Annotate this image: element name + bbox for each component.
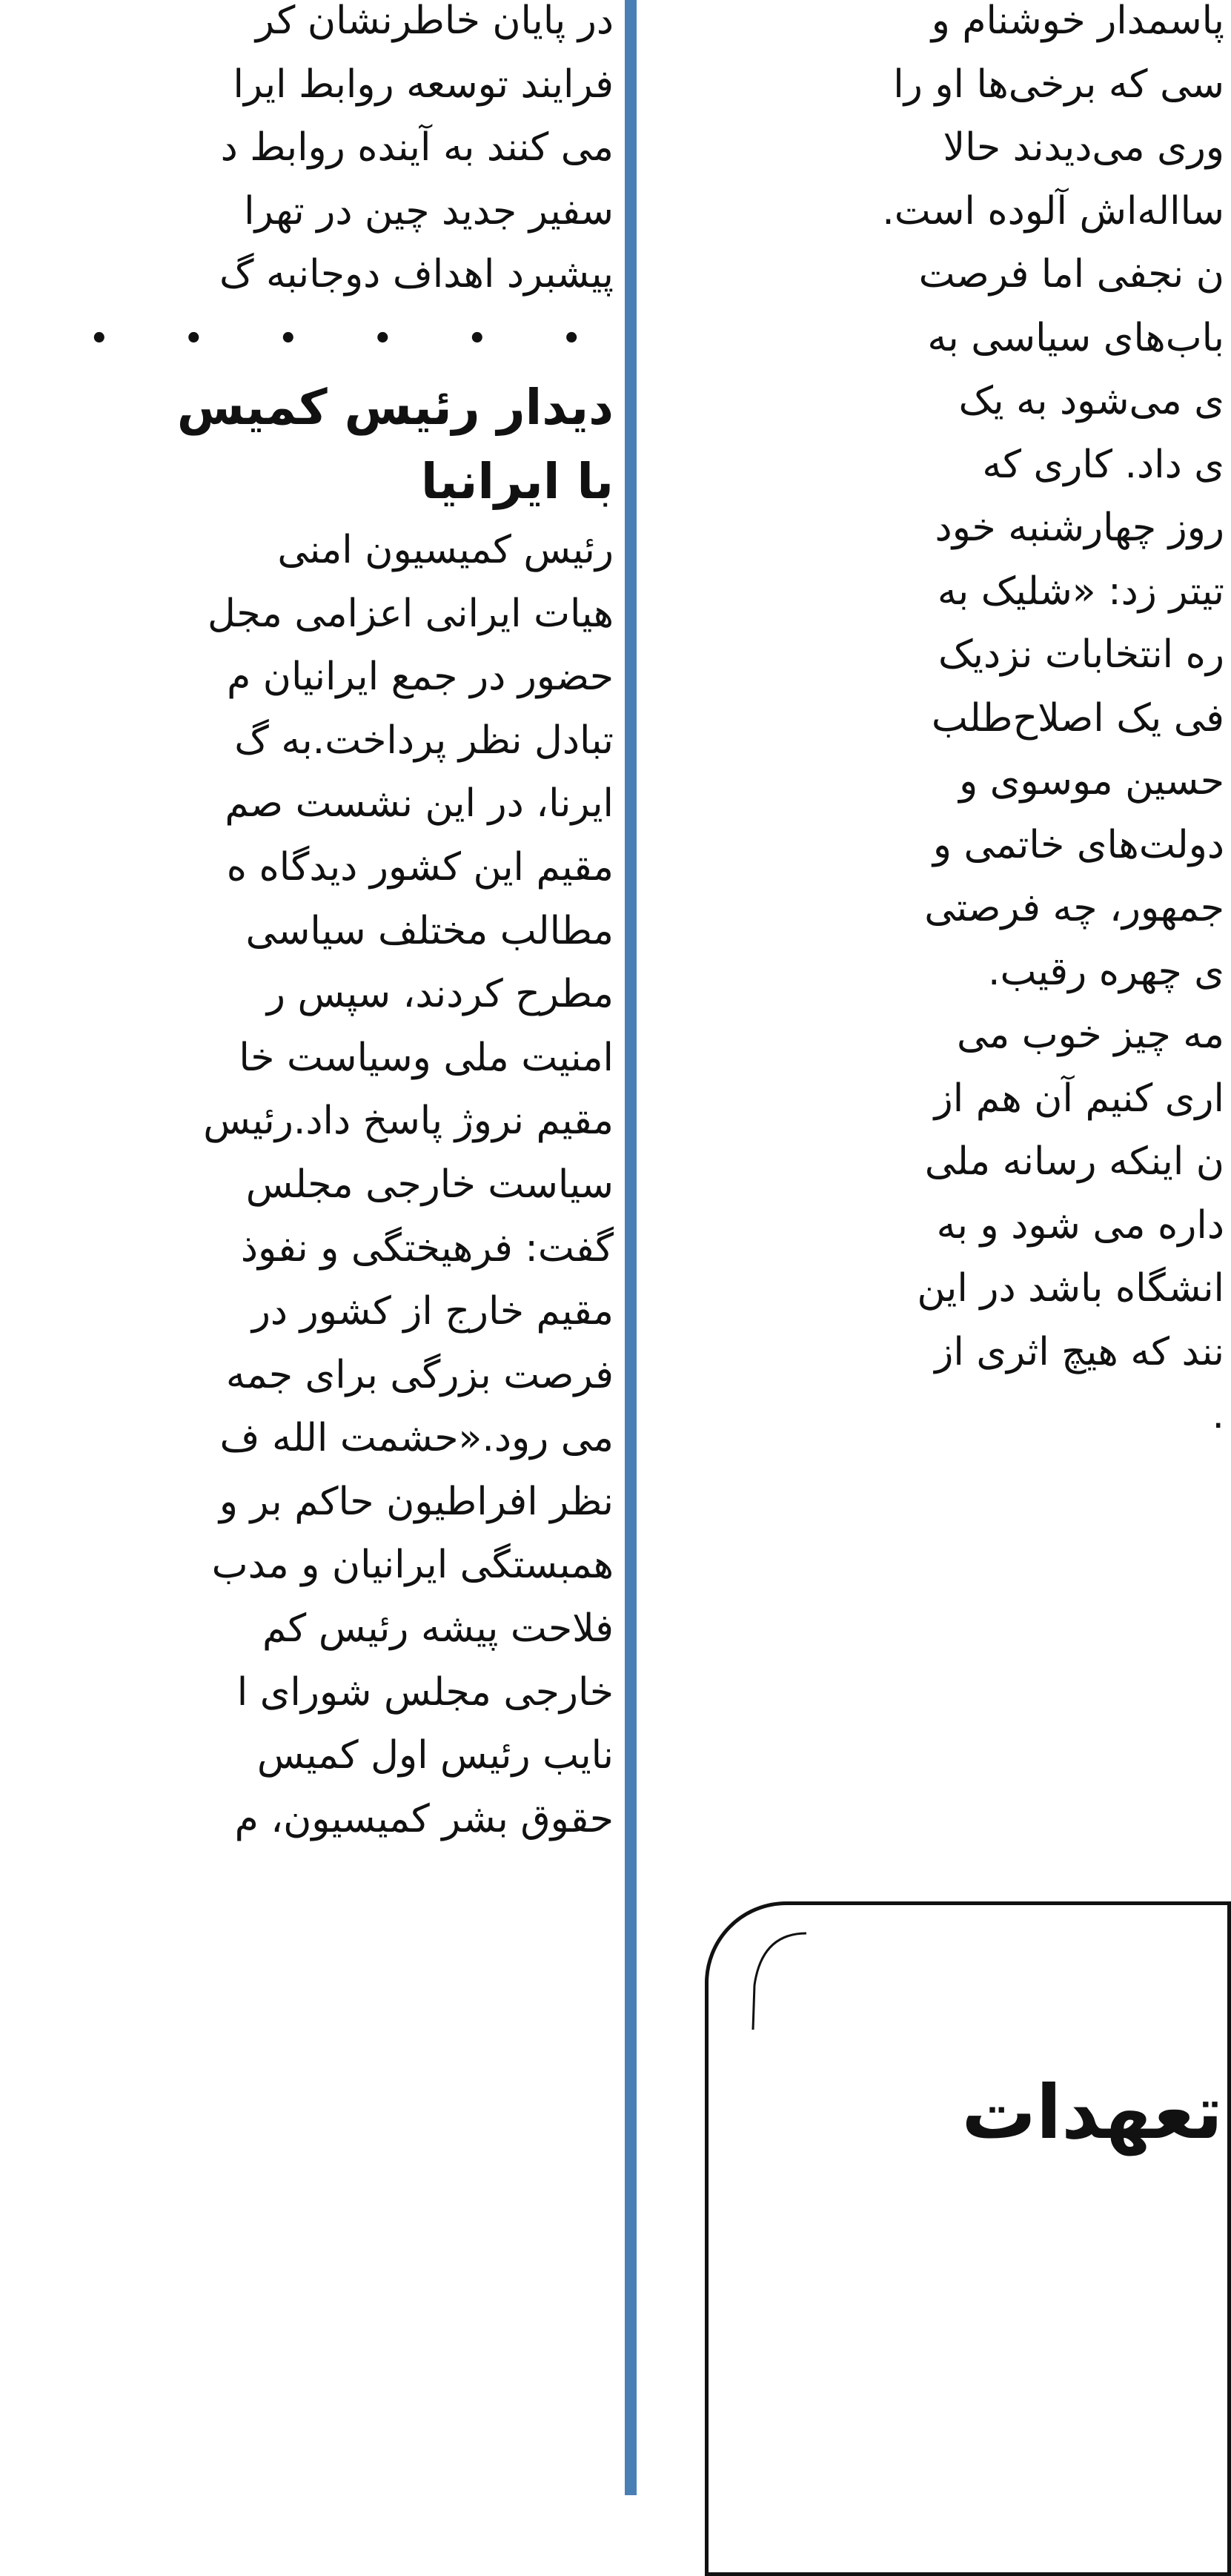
article-headline <box>0 371 614 519</box>
left-column-top-paragraph <box>0 0 614 307</box>
swirl-ornament-icon <box>732 1926 821 2030</box>
right-column-text-line: ن نجفی اما فرصت <box>918 252 1224 297</box>
right-column-text-line: باب‌های سیاسی به <box>927 315 1224 360</box>
section-separator: • • • • • • <box>89 321 614 356</box>
right-column-text-line: وری می‌دیدند حالا <box>943 125 1224 170</box>
article-body-line: گفت: فرهیختگی و نفوذ <box>240 1225 614 1271</box>
article-body-line: می رود.«حشمت الله ف <box>219 1416 614 1461</box>
right-column-text-line: داره می شود و به <box>936 1202 1224 1248</box>
article-body-line: نظر افراطیون حاکم بر و <box>219 1479 614 1524</box>
right-column <box>646 0 1224 1437</box>
article-headline-line-1: دیدار رئیس کمیس <box>176 378 614 436</box>
right-column-text-line: تیتر زد: «شلیک به <box>937 569 1224 614</box>
article-body-line: مقیم خارج از کشور در <box>251 1289 614 1334</box>
article-body-line: امنیت ملی وسیاست خا <box>239 1035 614 1080</box>
left-column <box>0 0 614 2495</box>
article-body-line: ایرنا، در این نشست صم <box>225 781 614 827</box>
right-column-text-line: . <box>1212 1393 1224 1437</box>
left-column-top-line: پیشبرد اهداف دوجانبه گ <box>219 252 614 297</box>
article-body-line: فلاحت پیشه رئیس کم <box>262 1606 614 1652</box>
article-body-line: تبادل نظر پرداخت.به گ <box>234 718 614 763</box>
right-column-text-line: روز چهارشنبه خود <box>935 506 1224 550</box>
column-rule <box>625 0 637 2495</box>
boxed-article-title: تعهدات <box>961 2069 1223 2156</box>
right-column-text-line: ی می‌شود به یک <box>958 379 1224 423</box>
article-body-line: فرصت بزرگی برای جمه <box>225 1352 614 1397</box>
right-column-text-line: مه چیز خوب می <box>956 1013 1224 1057</box>
article-body-line: سیاست خارجی مجلس <box>245 1162 614 1207</box>
article-body-line: نایب رئیس اول کمیس <box>256 1733 614 1778</box>
article-body-line: مقیم این کشور دیدگاه ه <box>226 844 614 890</box>
article-body-line: خارجی مجلس شورای ا <box>236 1669 614 1715</box>
right-column-text-line: ن اینکه رسانه ملی <box>924 1139 1224 1184</box>
article-body-line: حضور در جمع ایرانیان م <box>227 655 614 700</box>
article-headline-line-2: با ایرانیا <box>420 452 614 510</box>
right-column-text-line: ی چهره رقیب. <box>987 949 1224 994</box>
article-body-line: حقوق بشر کمیسیون، م <box>234 1796 614 1841</box>
right-column-text <box>646 0 1224 1448</box>
left-column-text <box>0 0 614 1851</box>
left-column-top-line: فرایند توسعه روابط ایرا <box>233 62 614 107</box>
right-column-text-line: دولت‌های خاتمی و <box>932 822 1224 867</box>
right-column-text-line: انشگاه باشد در این <box>917 1266 1224 1311</box>
left-column-top-line: سفیر جدید چین در تهرا <box>244 188 614 234</box>
right-column-text-line: نند که هیچ اثری از <box>935 1329 1224 1374</box>
left-column-top-line: می کنند به آینده روابط د <box>220 125 614 170</box>
right-column-text-line: پاسمدار خوشنام و <box>931 0 1224 43</box>
right-column-text-line: ره انتخابات نزدیک <box>938 632 1224 677</box>
article-body-line: مقیم نروژ پاسخ داد.رئیس <box>203 1099 614 1144</box>
right-column-text-line: اری کنیم آن هم از <box>934 1076 1224 1121</box>
article-body-line: همبستگی ایرانیان و مدب <box>211 1543 614 1588</box>
boxed-article-frame <box>705 1901 1231 2576</box>
right-column-text-line: جمهور، چه فرصتی <box>924 886 1224 930</box>
article-body <box>0 519 614 1851</box>
right-column-text-line: سی که برخی‌ها او را <box>893 62 1224 107</box>
right-column-text-line: فی یک اصلاح‌طلب <box>931 695 1224 741</box>
article-body-line: هیات ایرانی اعزامی مجل <box>208 591 614 636</box>
right-column-text-line: سااله‌اش آلوده است. <box>882 188 1224 234</box>
right-column-text-line: ی داد. کاری که <box>982 442 1224 487</box>
right-column-text-line: حسین موسوی و <box>959 759 1224 804</box>
left-column-top-line: در پایان خاطرنشان کر <box>255 0 614 43</box>
article-body-line: رئیس کمیسیون امنی <box>277 527 614 572</box>
article-body-line: مطالب مختلف سیاسی <box>245 908 614 953</box>
article-body-line: مطرح کردند، سپس ر <box>266 972 614 1017</box>
